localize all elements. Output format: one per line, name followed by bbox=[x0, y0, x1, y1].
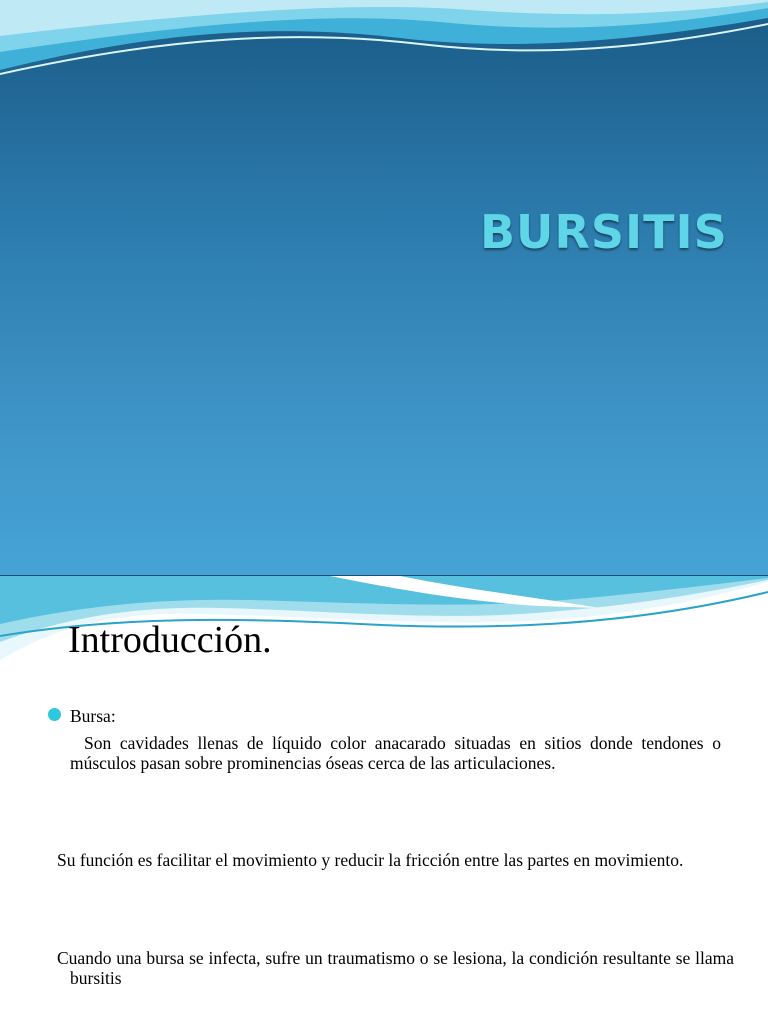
paragraph-condition: Cuando una bursa se infecta, sufre un traumatismo o se lesiona, la condición resultante se llama bursitis bbox=[57, 948, 734, 988]
paragraph-definition: Son cavidades llenas de líquido color anacarado situadas en sitios donde tendones o músculos pasan sobre prominencias óseas cerca de las articulaciones. bbox=[70, 733, 721, 773]
wave-decoration bbox=[0, 0, 768, 90]
circle-bullet-icon bbox=[48, 708, 61, 721]
bullet-label: Bursa: bbox=[70, 706, 116, 726]
paragraph-function: Su función es facilitar el movimiento y reducir la fricción entre las partes en movimiento. bbox=[57, 850, 684, 870]
intro-slide bbox=[0, 576, 768, 1024]
section-title: Introducción. bbox=[68, 619, 272, 661]
slide-title: BURSITIS bbox=[480, 205, 728, 259]
